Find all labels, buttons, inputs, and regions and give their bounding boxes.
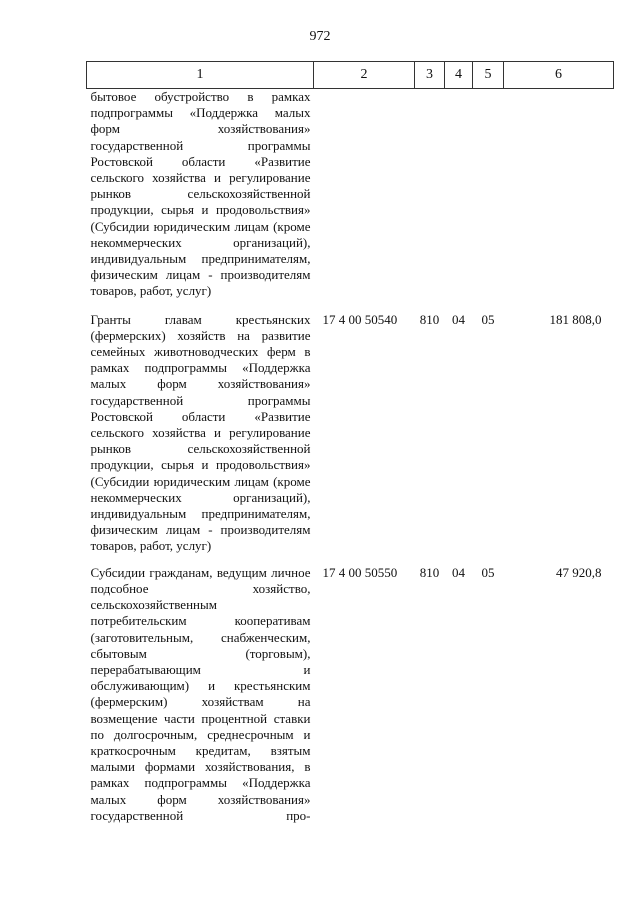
header-col-3: 3 xyxy=(415,62,445,89)
row-amount xyxy=(504,89,614,312)
header-col-6: 6 xyxy=(504,62,614,89)
row-col4: 04 xyxy=(452,564,465,580)
row-description: Субсидии гражданам, ведущим личное подсобное хозяйство, сельскохозяйственным потребительским кооперативам (заготовительным, снабженческим, сбытовым (торговым), перерабатывающим и обслуживающим) и крестьянским (фермерским) хозяйствам на возмещение части процентной ставки по долгосрочным, среднесрочным и краткосрочным кредитам, взятым малыми формами хозяйствования, в рамках подпрограммы «Поддержка малых форм хозяйствования» государственной про- xyxy=(90,564,311,823)
row-col3: 810 xyxy=(419,564,440,580)
header-col-4: 4 xyxy=(445,62,473,89)
row-col3 xyxy=(415,89,445,312)
row-description: бытовое обустройство в рамках подпрограммы «Поддержка малых форм хозяйствования» государственной программы Ростовской области «Развитие сельского хозяйства и регулирование рынков сельскохозяйственной продукции, сырья и продовольствия» (Субсидии юридическим лицам (кроме некоммерческих организаций), индивидуальным предпринимателям, физическим лицам - производителям товаров, работ, услуг) xyxy=(90,89,311,299)
row-col5: 05 xyxy=(481,311,495,327)
table-header xyxy=(87,62,614,89)
row-code xyxy=(314,89,415,312)
page-number: 972 xyxy=(309,29,331,44)
budget-table xyxy=(86,61,614,834)
row-description: Гранты главам крестьянских (фермерских) хозяйств на развитие семейных животноводческих ферм в рамках подпрограммы «Поддержка малых форм хозяйствования» государственной программы Ростовской области «Развитие сельского хозяйства и регулирование рынков сельскохозяйственной продукции, сырья и продовольствия» (Субсидии юридическим лицам (кроме некоммерческих организаций), индивидуальным предпринимателям, физическим лицам - производителям товаров, работ, услуг) xyxy=(90,311,311,554)
table-row xyxy=(87,89,614,312)
row-amount: 181 808,0 xyxy=(549,311,602,327)
row-amount: 47 920,8 xyxy=(556,564,602,580)
row-col5: 05 xyxy=(481,564,495,580)
row-col4: 04 xyxy=(452,311,465,327)
header-col-5: 5 xyxy=(473,62,504,89)
table-row xyxy=(87,565,614,834)
row-col5 xyxy=(473,89,504,312)
header-row xyxy=(87,62,614,89)
header-col-1: 1 xyxy=(87,62,314,89)
row-col3: 810 xyxy=(419,311,440,327)
table-row xyxy=(87,312,614,565)
row-code: 17 4 00 50540 xyxy=(322,311,398,327)
row-code: 17 4 00 50550 xyxy=(322,564,398,580)
header-col-2: 2 xyxy=(314,62,415,89)
row-col4 xyxy=(445,89,473,312)
